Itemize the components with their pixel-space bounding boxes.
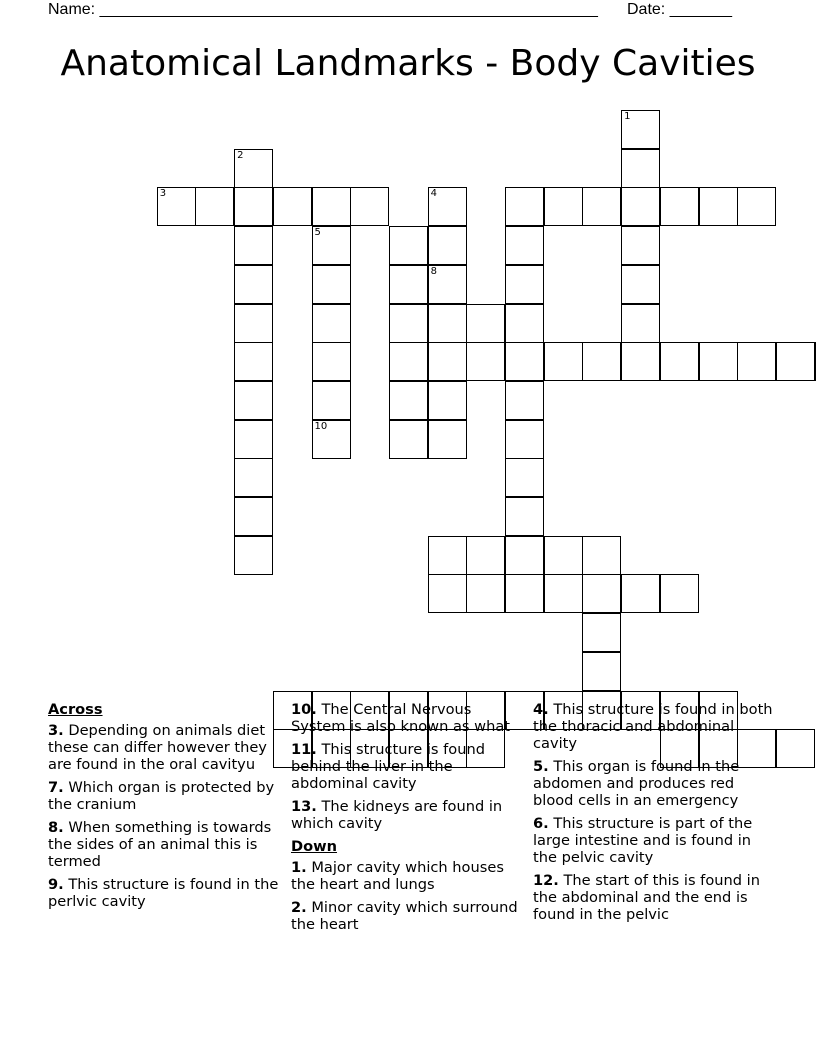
down-clue-1 xyxy=(291,859,527,893)
grid-cell[interactable] xyxy=(312,381,351,420)
grid-cell[interactable] xyxy=(234,304,273,343)
grid-cell[interactable] xyxy=(776,342,815,381)
clue-number: 11. xyxy=(291,741,317,758)
grid-cell[interactable] xyxy=(660,187,699,226)
grid-cell[interactable] xyxy=(544,574,583,613)
clue-number: 12. xyxy=(533,872,559,889)
date-field-label[interactable]: Date: _______ xyxy=(627,1,732,18)
across-heading: Across xyxy=(48,701,103,718)
grid-cell[interactable] xyxy=(466,536,505,575)
clue-number: 4. xyxy=(533,701,549,718)
grid-cell[interactable] xyxy=(195,187,234,226)
down-clue-5 xyxy=(533,758,773,809)
across-clue-9 xyxy=(48,876,284,910)
grid-cell[interactable] xyxy=(582,574,621,613)
grid-cell[interactable] xyxy=(389,420,428,459)
grid-cell[interactable] xyxy=(312,342,351,381)
grid-cell[interactable] xyxy=(505,304,544,343)
grid-cell[interactable] xyxy=(621,226,660,265)
name-field-label[interactable]: Name: ________________________________________________________ xyxy=(48,1,598,18)
grid-cell[interactable] xyxy=(428,304,467,343)
grid-cell[interactable] xyxy=(428,536,467,575)
grid-cell[interactable] xyxy=(312,226,351,265)
grid-cell[interactable] xyxy=(582,613,621,652)
grid-cell[interactable] xyxy=(505,226,544,265)
clue-number: 9. xyxy=(48,876,64,893)
grid-cell[interactable] xyxy=(621,342,660,381)
clue-text: This structure is part of the large intestine and is found in the pelvic cavity xyxy=(533,815,753,866)
grid-cell[interactable] xyxy=(389,304,428,343)
grid-cell[interactable] xyxy=(582,187,621,226)
clue-number: 8. xyxy=(48,819,64,836)
grid-cell[interactable] xyxy=(234,342,273,381)
grid-cell[interactable] xyxy=(544,187,583,226)
grid-cell[interactable] xyxy=(234,497,273,536)
clues-column-2 xyxy=(291,701,527,939)
grid-cell[interactable] xyxy=(505,187,544,226)
grid-cell[interactable] xyxy=(428,226,467,265)
grid-cell[interactable] xyxy=(428,381,467,420)
grid-cell[interactable] xyxy=(350,187,389,226)
down-clue-2 xyxy=(291,899,527,933)
grid-cell[interactable] xyxy=(699,187,738,226)
grid-cell[interactable] xyxy=(505,458,544,497)
clue-number: 1. xyxy=(291,859,307,876)
grid-cell[interactable] xyxy=(234,536,273,575)
grid-cell[interactable] xyxy=(234,187,273,226)
grid-cell[interactable] xyxy=(157,187,196,226)
clue-number: 7. xyxy=(48,779,64,796)
grid-cell[interactable] xyxy=(466,342,505,381)
grid-cell[interactable] xyxy=(389,226,428,265)
grid-cell[interactable] xyxy=(428,187,467,226)
grid-cell[interactable] xyxy=(505,265,544,304)
grid-cell[interactable] xyxy=(234,226,273,265)
grid-cell[interactable] xyxy=(466,574,505,613)
grid-cell[interactable] xyxy=(699,342,738,381)
grid-cell[interactable] xyxy=(234,265,273,304)
clue-text: Minor cavity which surround the heart xyxy=(291,899,518,933)
grid-cell[interactable] xyxy=(505,497,544,536)
clue-text: The kidneys are found in which cavity xyxy=(291,798,503,832)
grid-cell[interactable] xyxy=(273,187,312,226)
clue-number: 2. xyxy=(291,899,307,916)
clue-number-label: 10 xyxy=(314,420,328,432)
grid-cell[interactable] xyxy=(312,265,351,304)
across-clue-7 xyxy=(48,779,284,813)
clue-text: When something is towards the sides of an animal this is termed xyxy=(48,819,272,870)
clue-number: 10. xyxy=(291,701,317,718)
grid-cell[interactable] xyxy=(621,574,660,613)
clue-text: Depending on animals diet these can differ however they are found in the oral cavityu xyxy=(48,722,267,773)
grid-cell[interactable] xyxy=(544,342,583,381)
clue-number: 6. xyxy=(533,815,549,832)
grid-cell[interactable] xyxy=(234,381,273,420)
grid-cell[interactable] xyxy=(737,342,776,381)
grid-cell[interactable] xyxy=(428,574,467,613)
across-clue-3 xyxy=(48,722,284,773)
down-clue-6 xyxy=(533,815,773,866)
grid-cell[interactable] xyxy=(737,187,776,226)
down-clue-4 xyxy=(533,701,773,752)
grid-cell[interactable] xyxy=(505,381,544,420)
grid-cell[interactable] xyxy=(428,420,467,459)
across-clue-10 xyxy=(291,701,527,735)
clue-number-label: 8 xyxy=(430,265,437,277)
clue-text: This structure is found behind the liver in the abdominal cavity xyxy=(291,741,485,792)
grid-cell[interactable] xyxy=(505,420,544,459)
grid-cell[interactable] xyxy=(582,536,621,575)
clues-column-3 xyxy=(533,701,773,929)
grid-cell[interactable] xyxy=(505,536,544,575)
grid-cell[interactable] xyxy=(389,265,428,304)
grid-cell[interactable] xyxy=(428,342,467,381)
clues-column-1 xyxy=(48,701,284,916)
grid-cell[interactable] xyxy=(312,304,351,343)
grid-cell[interactable] xyxy=(389,381,428,420)
clue-number: 5. xyxy=(533,758,549,775)
clue-number-label: 2 xyxy=(237,149,244,161)
grid-cell[interactable] xyxy=(428,265,467,304)
clue-number-label: 3 xyxy=(159,188,167,200)
grid-cell[interactable] xyxy=(466,304,505,343)
across-clue-11 xyxy=(291,741,527,792)
grid-cell[interactable] xyxy=(234,149,273,188)
clue-text: This organ is found in the abdomen and produces red blood cells in an emergency xyxy=(533,758,740,809)
down-clue-12 xyxy=(533,872,773,923)
clue-number-label: 1 xyxy=(624,111,631,122)
clue-number: 3. xyxy=(48,722,64,739)
clue-number: 13. xyxy=(291,798,317,815)
grid-cell[interactable] xyxy=(544,536,583,575)
grid-cell[interactable] xyxy=(776,729,815,768)
grid-cell[interactable] xyxy=(621,110,660,149)
grid-cell[interactable] xyxy=(621,187,660,226)
grid-cell[interactable] xyxy=(621,265,660,304)
down-heading: Down xyxy=(291,838,338,855)
clue-text: This structure is found in the perlvic cavity xyxy=(48,876,279,910)
grid-cell[interactable] xyxy=(389,342,428,381)
grid-cell[interactable] xyxy=(505,574,544,613)
grid-cell[interactable] xyxy=(660,342,699,381)
grid-cell[interactable] xyxy=(234,458,273,497)
grid-cell[interactable] xyxy=(582,652,621,691)
grid-cell[interactable] xyxy=(582,342,621,381)
clue-text: The start of this is found in the abdominal and the end is found in the pelvic xyxy=(533,872,760,923)
grid-cell[interactable] xyxy=(505,342,544,381)
clue-text: Which organ is protected by the cranium xyxy=(48,779,275,813)
clue-text: This structure is found in both the thoracic and abdominal cavity xyxy=(533,701,773,752)
grid-cell[interactable] xyxy=(660,574,699,613)
clue-text: Major cavity which houses the heart and lungs xyxy=(291,859,504,893)
clue-number-label: 5 xyxy=(314,227,321,239)
clue-number-label: 4 xyxy=(430,188,437,200)
grid-cell[interactable] xyxy=(621,149,660,188)
page-title: Anatomical Landmarks - Body Cavities xyxy=(60,43,756,84)
across-clue-8 xyxy=(48,819,284,870)
grid-cell[interactable] xyxy=(234,420,273,459)
grid-cell[interactable] xyxy=(312,420,351,459)
across-clue-13 xyxy=(291,798,527,832)
clue-text: The Central Nervous System is also known as what xyxy=(291,701,511,735)
grid-cell[interactable] xyxy=(312,187,351,226)
grid-cell[interactable] xyxy=(621,304,660,343)
